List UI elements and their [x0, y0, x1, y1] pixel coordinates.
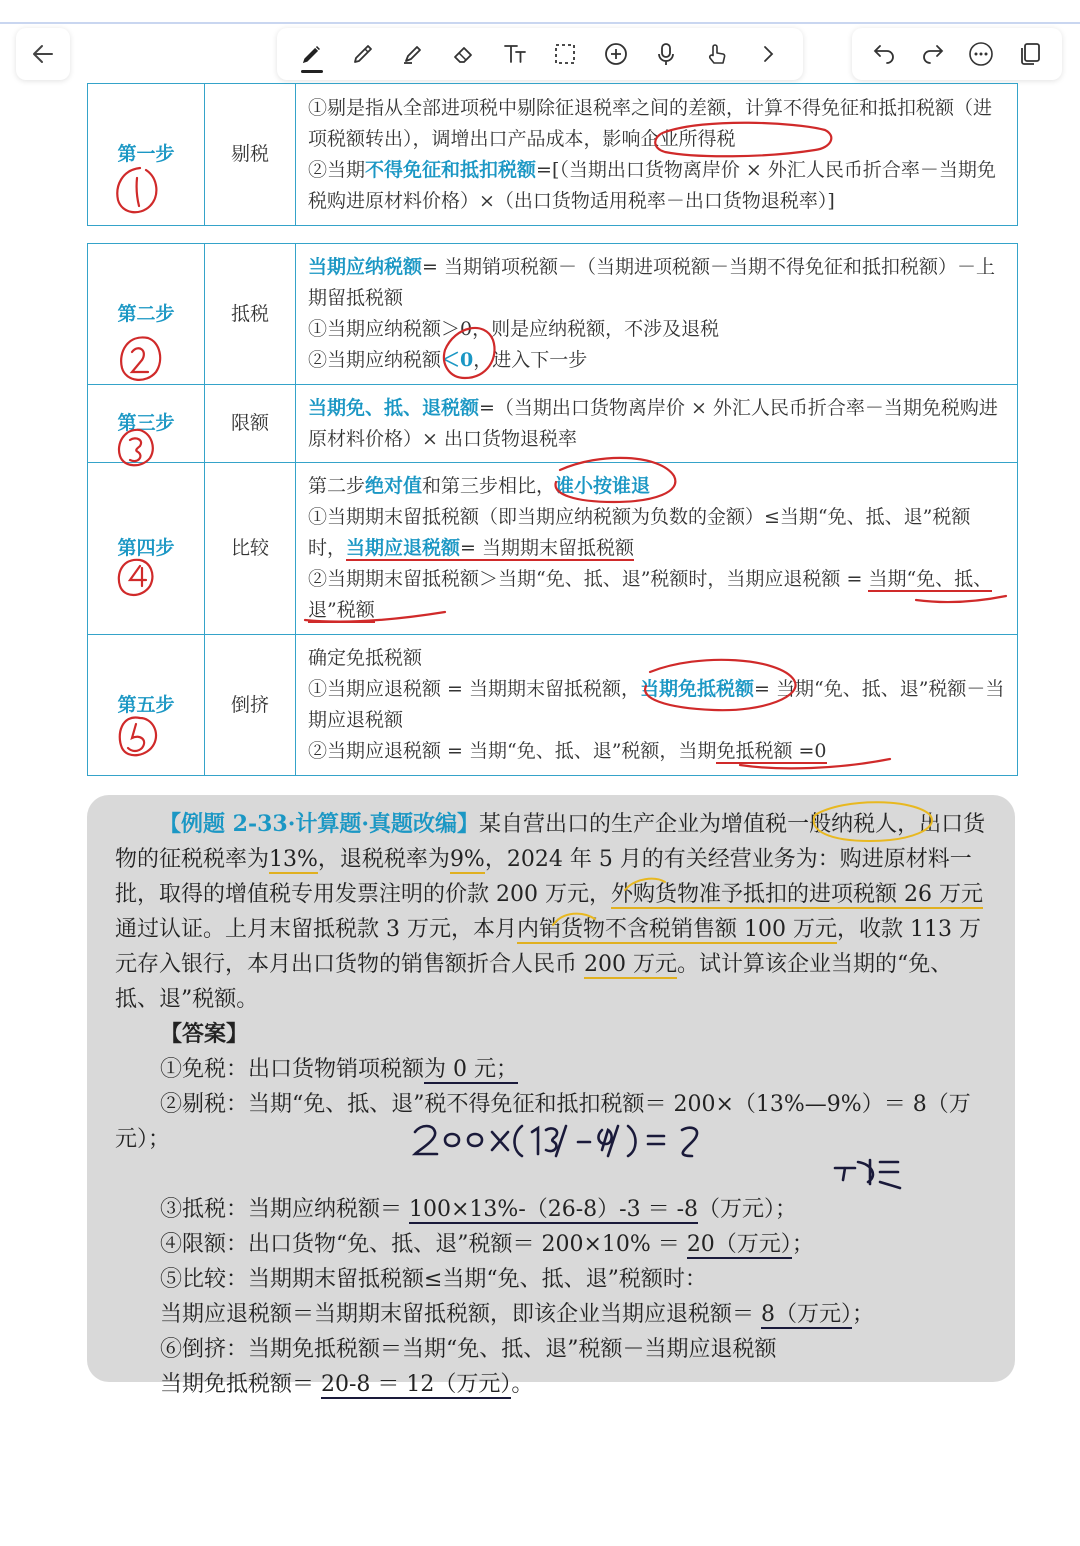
top-divider: [0, 22, 1080, 24]
answer-heading: 【答案】: [160, 1021, 249, 1047]
example-question: 【例题 2-33·计算题·真题改编】某自营出口的生产企业为增值税一般纳税人，出口货物的征税税率为13%，退税税率为9%，2024 年 5 月的有关经营业务为：购进原材料一批，取得的增值税专用发票注明的价款 200 万元，外购货物准予抵扣的进项税额 26 万元通过认证。上月末留抵税款 3 万元，本月内销货物不含税销售额 100 万元，收款 113 万元存入银行，本月出口货物的销售额折合人民币 200 万元。试计算该企业当期的“免、抵、退”税额。: [115, 811, 986, 1012]
step-kind: 剔税: [205, 84, 296, 226]
step-description: 确定免抵税额 ①当期应退税额 = 当期期末留抵税额，当期免抵税额= 当期“免、抵、退”税额－当期应退税额 ②当期应退税额 = 当期“免、抵、退”税额，当期免抵税额 =0: [296, 635, 1018, 776]
microphone-icon: [653, 41, 679, 67]
voice-tool[interactable]: [649, 37, 683, 71]
step-description: 当期应纳税额= 当期销项税额－（当期进项税额－当期不得免征和抵扣税额）－上期留抵税额 ①当期应纳税额＞0，则是应纳税额，不涉及退税 ②当期应纳税额＜0，进入下一步: [296, 244, 1018, 385]
answer-line: ②剔税：当期“免、抵、退”税不得免征和抵扣税额＝ 200×（13%—9%）＝ 8（万元）；: [115, 1092, 971, 1152]
answer-line: ⑤比较：当期期末留抵税额≤当期“免、抵、退”税额时：: [160, 1267, 707, 1292]
table-row: [88, 463, 1018, 635]
step-description: ①剔是指从全部进项税中剔除征退税率之间的差额，计算不得免征和抵扣税额（进项税额转出），调增出口产品成本，影响企业所得税 ②当期不得免征和抵扣税额=[（当期出口货物离岸价 × 外汇人民币折合率－当期免税购进原材料价格）×（出口货物适用税率－出口货物退税率）]: [296, 84, 1018, 226]
example-text: [115, 807, 987, 1402]
more-button[interactable]: [964, 37, 998, 71]
step-kind: 限额: [205, 385, 296, 463]
answer-line: ①免税：出口货物销项税额为 0 元；: [160, 1057, 518, 1082]
example-box: [87, 795, 1015, 1397]
pages-button[interactable]: [1013, 37, 1047, 71]
text-icon: [502, 41, 528, 67]
lasso-select-icon: [552, 41, 578, 67]
add-icon: [603, 41, 629, 67]
answer-line: ③抵税：当期应纳税额＝ 100×13%-（26-8）-3 ＝ -8（万元）；: [160, 1197, 798, 1222]
undo-icon: [871, 41, 897, 67]
step-label: 第四步: [88, 463, 205, 635]
lasso-tool[interactable]: [548, 37, 582, 71]
text-tool[interactable]: [498, 37, 532, 71]
more-icon: [968, 41, 994, 67]
pencil-icon: [350, 41, 376, 67]
step-label: 第一步: [88, 84, 205, 226]
table-row: [88, 635, 1018, 776]
step-label: 第二步: [88, 244, 205, 385]
touch-tool[interactable]: [700, 37, 734, 71]
touch-hand-icon: [704, 41, 730, 67]
highlighter-icon: [400, 41, 426, 67]
pen-tool[interactable]: [295, 37, 329, 71]
step-label: 第三步: [88, 385, 205, 463]
undo-button[interactable]: [867, 37, 901, 71]
pages-icon: [1017, 41, 1043, 67]
eraser-tool[interactable]: [447, 37, 481, 71]
answer-line: 当期免抵税额＝ 20-8 ＝ 12（万元）。: [160, 1372, 534, 1397]
circled-text: 一般纳税人: [787, 812, 898, 837]
table-row: [88, 84, 1018, 226]
step-kind: 比较: [205, 463, 296, 635]
highlighter-tool[interactable]: [396, 37, 430, 71]
add-tool[interactable]: [599, 37, 633, 71]
eraser-icon: [451, 41, 477, 67]
back-button[interactable]: [16, 28, 70, 80]
table-row: [88, 244, 1018, 385]
chevron-right-icon: [755, 41, 781, 67]
answer-line: ④限额：出口货物“免、抵、退”税额＝ 200×10% ＝ 20（万元）；: [160, 1232, 814, 1257]
step-kind: 倒挤: [205, 635, 296, 776]
more-tools-button[interactable]: [751, 37, 785, 71]
pencil-tool[interactable]: [346, 37, 380, 71]
action-toolbar: [852, 28, 1062, 80]
steps-table-2: [87, 243, 1018, 776]
step-kind: 抵税: [205, 244, 296, 385]
redo-icon: [920, 41, 946, 67]
answer-line: 当期应退税额＝当期期末留抵税额，即该企业当期应退税额＝ 8（万元）；: [160, 1302, 875, 1327]
arrow-left-icon: [30, 41, 56, 67]
step-description: 当期免、抵、退税额=（当期出口货物离岸价 × 外汇人民币折合率－当期免税购进原材料价格）× 出口货物退税率: [296, 385, 1018, 463]
step-label: 第五步: [88, 635, 205, 776]
table-row: [88, 385, 1018, 463]
answer-line: ⑥倒挤：当期免抵税额＝当期“免、抵、退”税额－当期应退税额: [160, 1337, 777, 1362]
circled-text: 影响企业所得税: [602, 127, 736, 150]
step-description: 第二步绝对值和第三步相比，谁小按谁退 ①当期期末留抵税额（即当期应纳税额为负数的金额）≤当期“免、抵、退”税额时，当期应退税额= 当期期末留抵税额 ②当期期末留抵税额＞当期“免、抵、退”税额时，当期应退税额 = 当期“免、抵、退”税额: [296, 463, 1018, 635]
steps-table-1: [87, 83, 1018, 226]
redo-button[interactable]: [916, 37, 950, 71]
pen-icon: [299, 41, 325, 67]
drawing-toolbar: [277, 28, 803, 80]
